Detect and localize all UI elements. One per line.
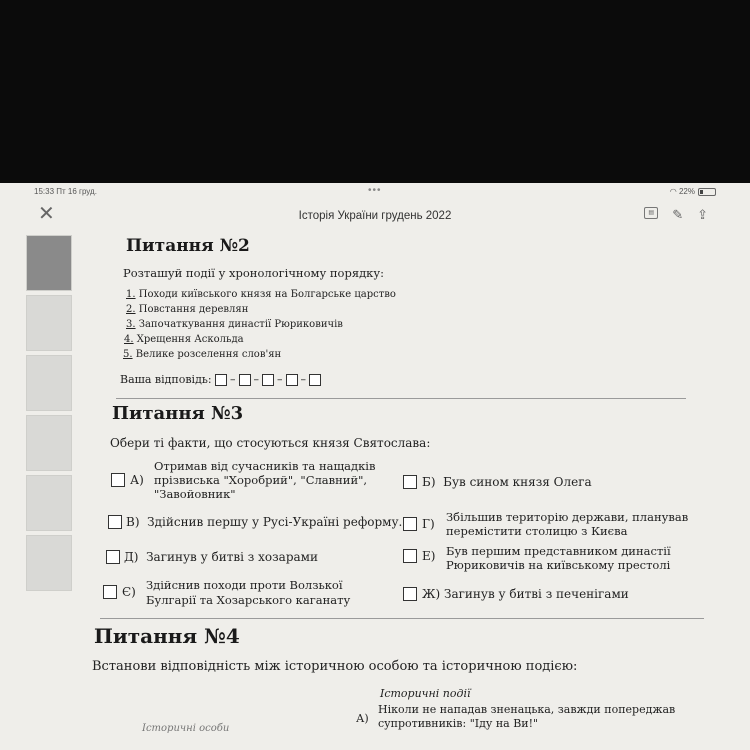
option-a-checkbox[interactable] — [111, 473, 125, 487]
divider — [100, 618, 704, 619]
thumbnail-page-4[interactable] — [26, 415, 72, 471]
divider — [116, 398, 686, 399]
question-2-prompt: Розташуй події у хронологічному порядку: — [123, 266, 384, 280]
thumbnail-page-6[interactable] — [26, 535, 72, 591]
event-a-letter: А) — [356, 712, 369, 725]
status-bar — [0, 183, 750, 199]
option-zh-checkbox[interactable] — [403, 587, 417, 601]
order-item-5: 5. Велике розселення слов'ян — [123, 349, 282, 360]
close-icon[interactable]: ✕ — [38, 203, 55, 225]
option-b-checkbox[interactable] — [403, 475, 417, 489]
option-e-checkbox[interactable] — [403, 549, 417, 563]
answer-box-3[interactable] — [262, 374, 274, 386]
reader-icon[interactable]: ▤ — [644, 207, 658, 219]
multitask-dots[interactable]: ••• — [368, 185, 382, 196]
answer-sequence: Ваша відповідь: – – – – — [120, 373, 321, 386]
order-item-3: 3. Започаткування династії Рюриковичів — [126, 319, 343, 330]
question-3-title: Питання №3 — [112, 403, 244, 424]
thumbnail-page-5[interactable] — [26, 475, 72, 531]
answer-label: Ваша відповідь: — [120, 373, 212, 386]
question-2-title: Питання №2 — [126, 236, 250, 256]
share-icon[interactable]: ⇪ — [697, 207, 708, 222]
option-zh-text: Ж) Загинув у битві з печенігами — [422, 587, 629, 601]
answer-box-2[interactable] — [239, 374, 251, 386]
order-item-2: 2. Повстання деревлян — [126, 304, 249, 315]
option-v-text: В) Здійснив першу у Русі-Україні реформу. — [126, 515, 403, 529]
thumbnail-page-1[interactable] — [26, 235, 72, 291]
answer-box-5[interactable] — [309, 374, 321, 386]
toolbar-actions — [644, 207, 708, 223]
option-v-checkbox[interactable] — [108, 515, 122, 529]
option-d-text: Д) Загинув у битві з хозарами — [124, 550, 318, 564]
question-4-title: Питання №4 — [94, 624, 240, 648]
wifi-icon: ◠ — [669, 187, 677, 196]
option-a-text: Отримав від сучасників та нащадків прізвиська "Хоробрий", "Славний", "Завойовник" — [154, 459, 376, 501]
option-ye-checkbox[interactable] — [103, 585, 117, 599]
battery-indicator: ◠ 22% — [670, 187, 716, 196]
battery-icon — [698, 188, 716, 196]
event-a-text: Ніколи не нападав зненацька, завжди попереджав супротивників: "Іду на Ви!" — [378, 703, 676, 730]
option-g-letter: Г) — [422, 517, 435, 531]
option-d-checkbox[interactable] — [106, 550, 120, 564]
option-e-letter: Е) — [422, 549, 436, 563]
option-e-text: Був першим представником династії Рюриковичів на київському престолі — [446, 544, 671, 572]
tablet-screen — [0, 183, 750, 750]
option-ye-letter: Є) — [122, 585, 136, 599]
option-g-text: Збільшив територію держави, планував перемістити столицю з Києва — [446, 510, 689, 538]
option-g-checkbox[interactable] — [403, 517, 417, 531]
question-4-prompt: Встанови відповідність між історичною особою та історичною подією: — [92, 659, 578, 674]
option-b-text: Б) Був сином князя Олега — [422, 475, 592, 489]
thumbnail-page-2[interactable] — [26, 295, 72, 351]
document-title: Історія України грудень 2022 — [298, 210, 452, 222]
status-time: 15:33 Пт 16 груд. — [34, 187, 97, 196]
question-3-prompt: Обери ті факти, що стосуються князя Святослава: — [110, 436, 431, 450]
order-item-1: 1. Походи київського князя на Болгарське царство — [126, 289, 396, 300]
pencil-icon[interactable]: ✎ — [672, 207, 684, 222]
option-ye-text: Здійснив походи проти Волзької Булгарії та Хозарського каганату — [146, 578, 351, 607]
toolbar — [0, 199, 750, 231]
answer-box-1[interactable] — [215, 374, 227, 386]
persons-header: Історичні особи — [142, 723, 230, 734]
events-header: Історичні події — [380, 687, 471, 700]
order-item-4: 4. Хрещення Аскольда — [124, 334, 244, 345]
page-thumbnails — [26, 231, 74, 750]
document-page — [72, 231, 750, 750]
thumbnail-page-3[interactable] — [26, 355, 72, 411]
answer-box-4[interactable] — [286, 374, 298, 386]
option-a-letter: А) — [130, 473, 144, 487]
